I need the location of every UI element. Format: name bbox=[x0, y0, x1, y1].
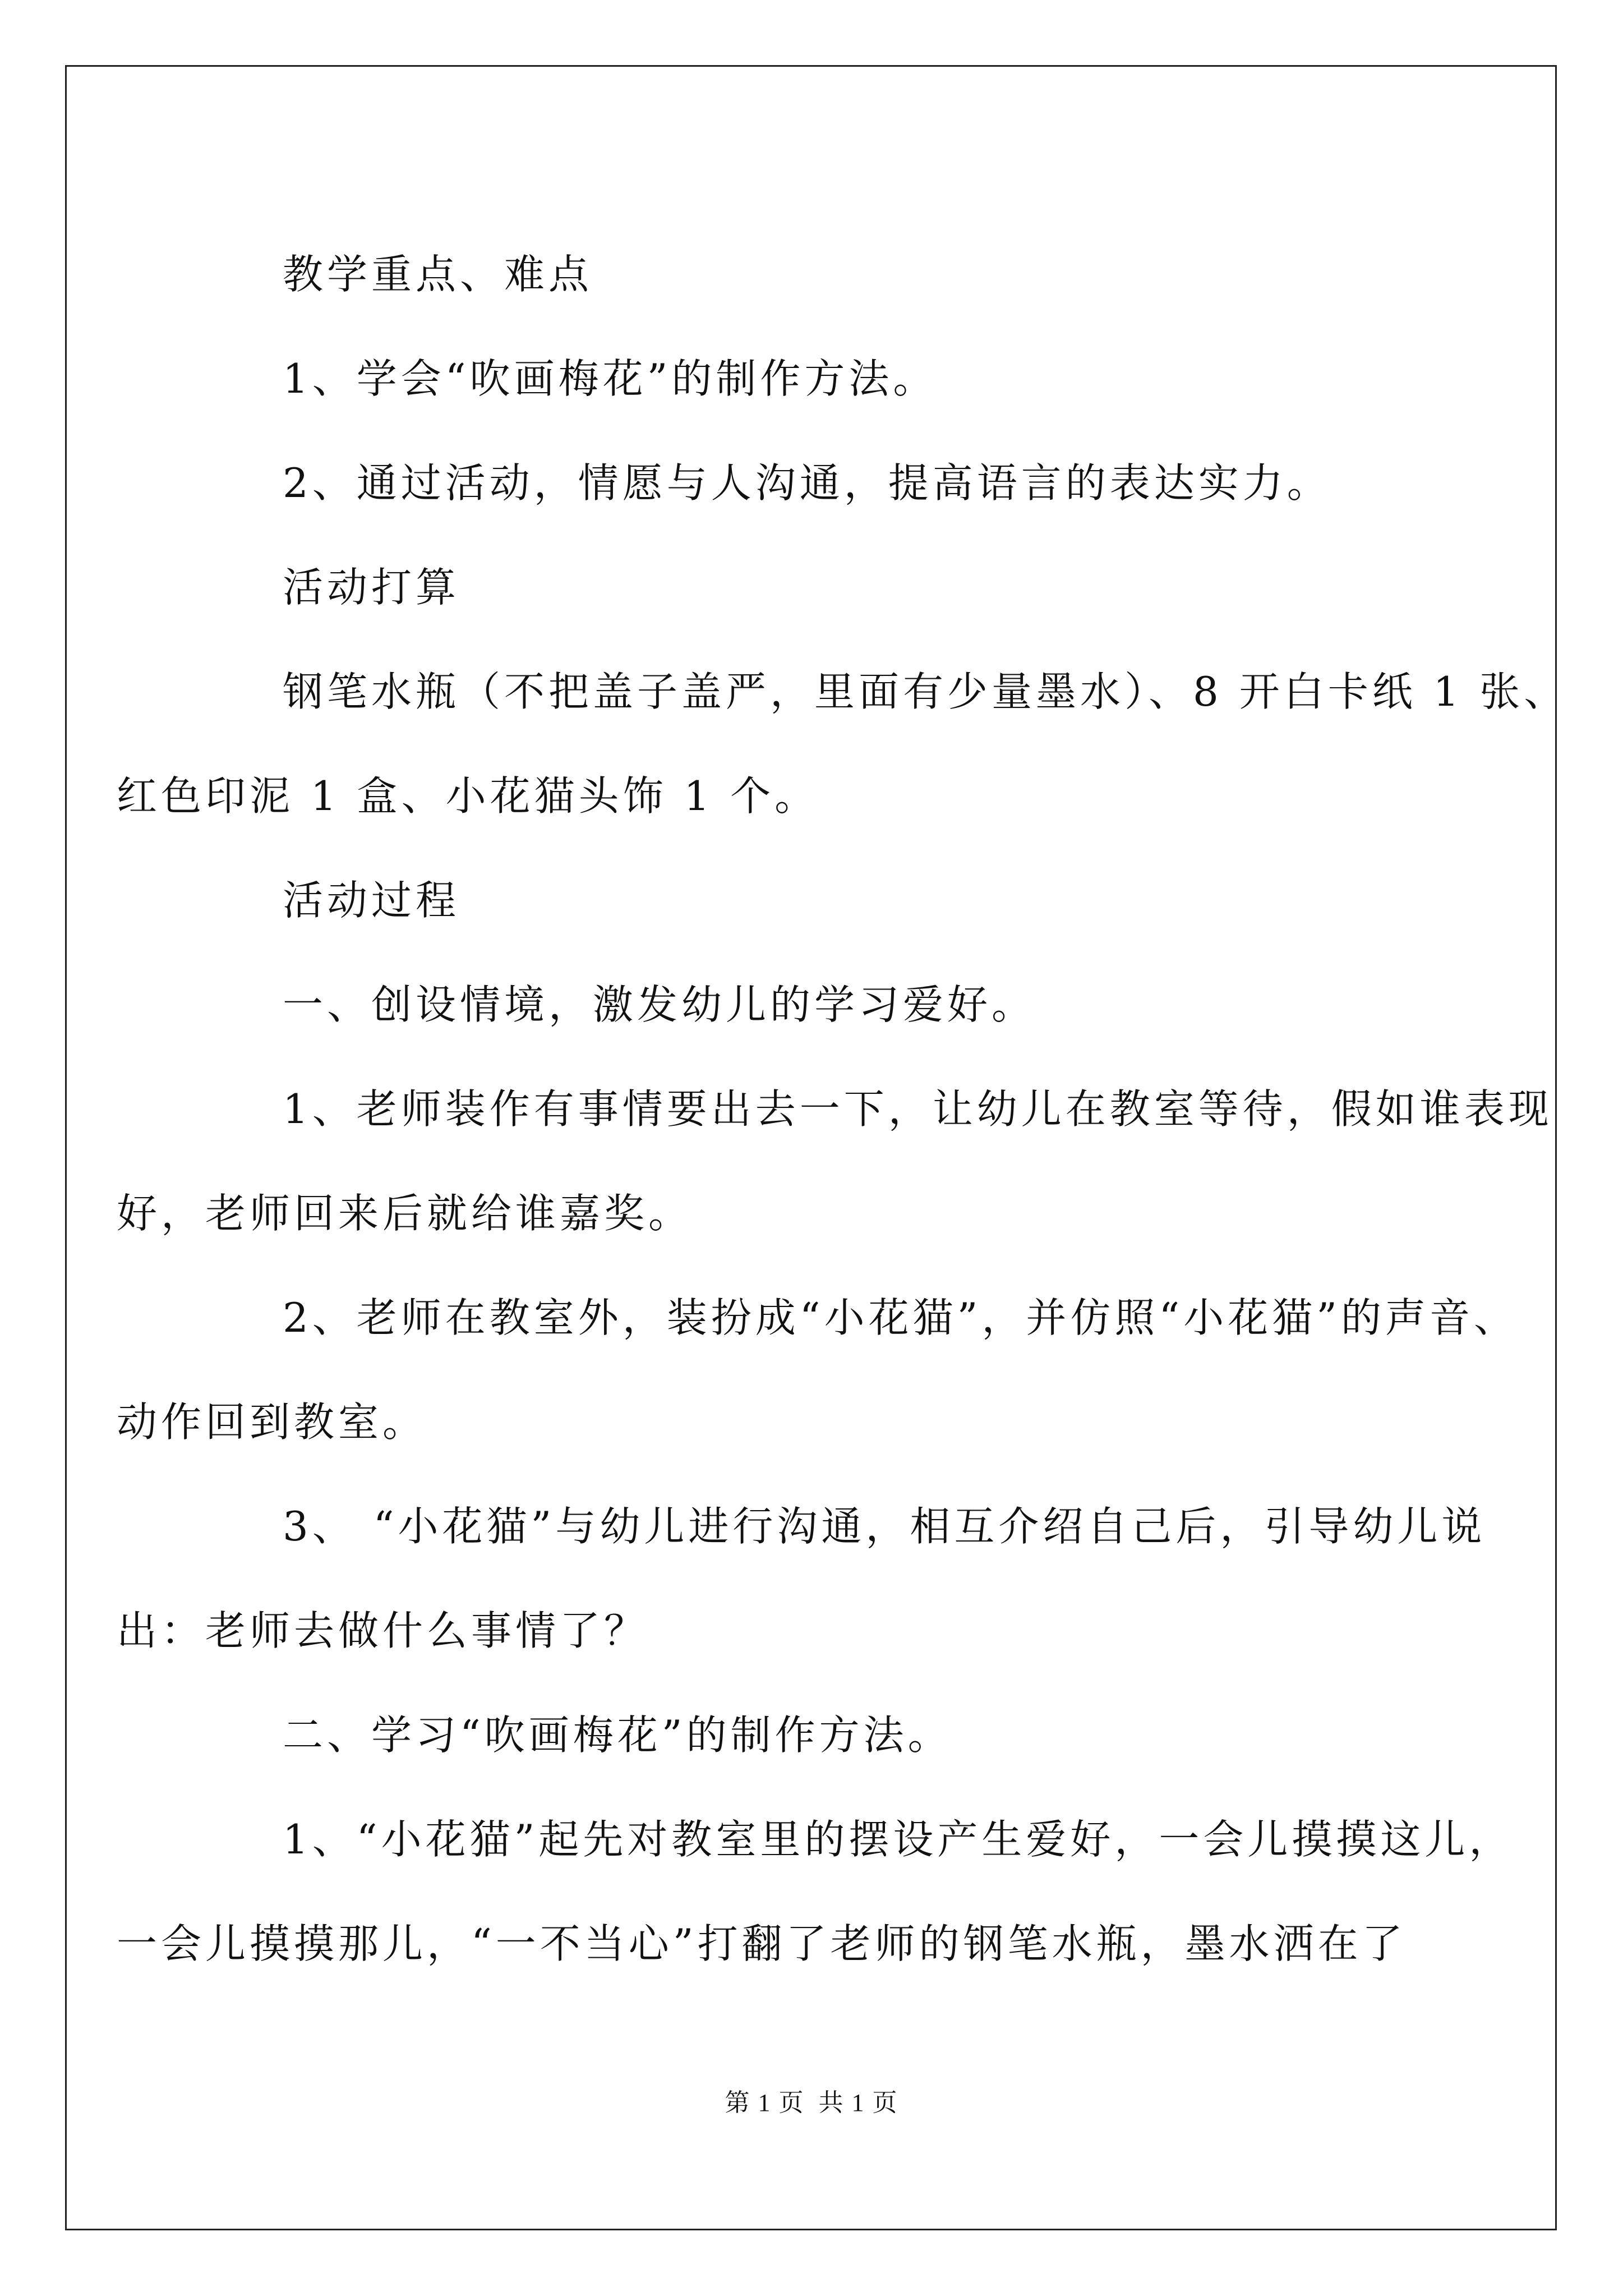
text-line: 2、通过活动，情愿与人沟通，提高语言的表达实力。 bbox=[283, 459, 1331, 507]
text-line: 3、 “小花猫”与幼儿进行沟通，相互介绍自己后，引导幼儿说 bbox=[283, 1503, 1486, 1550]
text-line: 2、老师在教室外，装扮成“小花猫”，并仿照“小花猫”的声音、 bbox=[283, 1294, 1519, 1341]
page-total: 共 1 页 bbox=[818, 2089, 898, 2116]
heading-key-points: 教学重点、难点 bbox=[283, 251, 593, 298]
heading-process: 活动过程 bbox=[283, 877, 460, 924]
section-heading: 一、创设情境，激发幼儿的学习爱好。 bbox=[283, 981, 1036, 1028]
text-line: 1、老师装作有事情要出去一下，让幼儿在教室等待，假如谁表现 bbox=[283, 1085, 1553, 1133]
text-line: 出：老师去做什么事情了？ bbox=[117, 1607, 649, 1654]
heading-preparation: 活动打算 bbox=[283, 564, 460, 611]
page-footer bbox=[0, 2082, 1623, 2118]
text-line: 红色印泥 1 盒、小花猫头饰 1 个。 bbox=[117, 772, 819, 820]
text-line: 1、学会“吹画梅花”的制作方法。 bbox=[283, 355, 938, 402]
document-body bbox=[117, 222, 1569, 1996]
document-text bbox=[117, 222, 1569, 1996]
text-line: 一会儿摸摸那儿，“一不当心”打翻了老师的钢笔水瓶，墨水洒在了 bbox=[117, 1920, 1407, 1967]
section-heading: 二、学习“吹画梅花”的制作方法。 bbox=[283, 1711, 952, 1759]
page-number: 第 1 页 bbox=[725, 2089, 805, 2116]
text-line: 好，老师回来后就给谁嘉奖。 bbox=[117, 1190, 693, 1237]
text-line: 动作回到教室。 bbox=[117, 1398, 427, 1446]
text-line: 钢笔水瓶（不把盖子盖严，里面有少量墨水）、8 开白卡纸 1 张、 bbox=[283, 668, 1569, 715]
text-line: 1、“小花猫”起先对教室里的摆设产生爱好，一会儿摸摸这儿， bbox=[283, 1816, 1514, 1863]
